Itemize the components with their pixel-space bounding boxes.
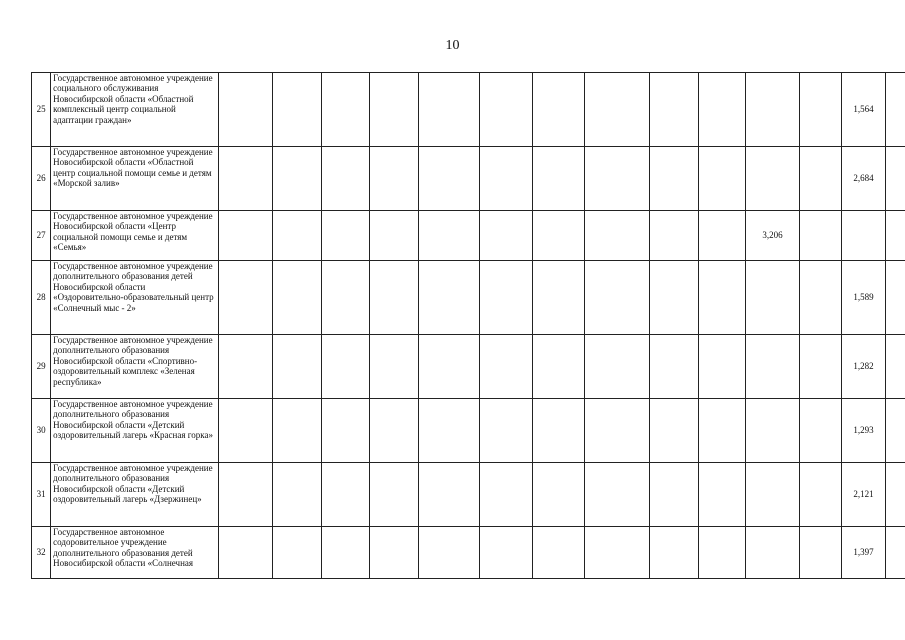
value-cell (418, 211, 479, 261)
value-cell (533, 211, 585, 261)
value-cell: 1,293 (841, 399, 886, 463)
value-cell (322, 335, 370, 399)
value-cell (650, 399, 699, 463)
value-cell (369, 73, 418, 147)
institution-name: Государственное автономное учреждение дополнительного образования Новосибирской области «Детский оздоровительный лагерь «Дзержинец» (51, 463, 218, 527)
value-cell (533, 147, 585, 211)
row-number: 28 (32, 261, 51, 335)
value-cell (273, 399, 322, 463)
value-cell (479, 73, 532, 147)
value-cell (650, 211, 699, 261)
value-cell (698, 463, 745, 527)
institution-name: Государственное автономное учреждение дополнительного образования детей Новосибирской области «Оздоровительно-образовательный центр «Солнечный мыс - 2» (51, 261, 218, 335)
value-cell (841, 211, 886, 261)
value-cell: 1,589 (841, 261, 886, 335)
value-cell (273, 73, 322, 147)
value-cell (585, 73, 650, 147)
value-cell (479, 335, 532, 399)
value-cell (650, 147, 699, 211)
value-cell (745, 527, 799, 579)
value-cell (650, 73, 699, 147)
row-number: 29 (32, 335, 51, 399)
value-cell (273, 211, 322, 261)
value-cell (533, 399, 585, 463)
row-number: 30 (32, 399, 51, 463)
row-number: 31 (32, 463, 51, 527)
value-cell (369, 335, 418, 399)
value-cell (585, 463, 650, 527)
value-cell (650, 335, 699, 399)
value-cell (745, 335, 799, 399)
value-cell (745, 399, 799, 463)
value-cell (585, 261, 650, 335)
value-cell (218, 335, 273, 399)
table-row (32, 261, 905, 335)
value-cell: 1,564 (841, 73, 886, 147)
value-cell (369, 261, 418, 335)
table-row (32, 335, 905, 399)
value-cell (418, 261, 479, 335)
value-cell (218, 399, 273, 463)
value-cell (369, 527, 418, 579)
value-cell (800, 73, 842, 147)
table-row (32, 147, 905, 211)
value-cell (533, 527, 585, 579)
value-cell (886, 147, 905, 211)
row-number: 32 (32, 527, 51, 579)
table-row (32, 527, 905, 579)
row-number: 26 (32, 147, 51, 211)
value-cell (745, 261, 799, 335)
value-cell (886, 463, 905, 527)
institution-name: Государственное автономное учреждение Новосибирской области «Центр социальной помощи семье и детям «Семья» (51, 211, 218, 261)
value-cell (218, 527, 273, 579)
value-cell (650, 261, 699, 335)
row-number: 27 (32, 211, 51, 261)
institution-name: Государственное автономное содоровительное учреждение дополнительного образования детей Новосибирской области «Солнечная (51, 527, 218, 579)
value-cell (369, 399, 418, 463)
value-cell (886, 527, 905, 579)
page-number: 10 (445, 38, 460, 53)
value-cell (479, 463, 532, 527)
value-cell (886, 335, 905, 399)
value-cell (698, 147, 745, 211)
value-cell (800, 399, 842, 463)
value-cell (322, 527, 370, 579)
value-cell (745, 463, 799, 527)
value-cell: 2,121 (841, 463, 886, 527)
value-cell (479, 147, 532, 211)
value-cell (533, 463, 585, 527)
value-cell (273, 527, 322, 579)
value-cell (273, 335, 322, 399)
value-cell (479, 527, 532, 579)
value-cell (800, 335, 842, 399)
value-cell (585, 211, 650, 261)
value-cell (479, 399, 532, 463)
value-cell (322, 147, 370, 211)
value-cell (418, 399, 479, 463)
value-cell (322, 261, 370, 335)
value-cell (886, 261, 905, 335)
value-cell (800, 261, 842, 335)
value-cell (322, 463, 370, 527)
value-cell (698, 73, 745, 147)
value-cell (369, 147, 418, 211)
value-cell (585, 527, 650, 579)
value-cell (585, 399, 650, 463)
value-cell (698, 335, 745, 399)
value-cell (698, 399, 745, 463)
value-cell (322, 399, 370, 463)
value-cell (418, 73, 479, 147)
table-row (32, 399, 905, 463)
value-cell (533, 73, 585, 147)
value-cell (698, 211, 745, 261)
value-cell (585, 335, 650, 399)
value-cell (800, 527, 842, 579)
value-cell (418, 335, 479, 399)
value-cell (369, 463, 418, 527)
value-cell (218, 261, 273, 335)
value-cell (698, 261, 745, 335)
value-cell (745, 73, 799, 147)
value-cell (886, 211, 905, 261)
value-cell (322, 211, 370, 261)
value-cell (698, 527, 745, 579)
value-cell: 2,684 (841, 147, 886, 211)
value-cell (533, 261, 585, 335)
value-cell (585, 147, 650, 211)
value-cell (218, 211, 273, 261)
value-cell (218, 73, 273, 147)
value-cell (650, 463, 699, 527)
value-cell (273, 261, 322, 335)
value-cell (650, 527, 699, 579)
value-cell (533, 335, 585, 399)
value-cell (418, 463, 479, 527)
value-cell (218, 463, 273, 527)
value-cell (273, 463, 322, 527)
value-cell (800, 147, 842, 211)
table-row (32, 73, 905, 147)
institution-name: Государственное автономное учреждение Новосибирской области «Областной центр социальной помощи семье и детям «Морской залив» (51, 147, 218, 211)
value-cell (800, 211, 842, 261)
value-cell (479, 261, 532, 335)
value-cell (745, 147, 799, 211)
institutions-table (31, 72, 905, 579)
row-number: 25 (32, 73, 51, 147)
value-cell (886, 399, 905, 463)
value-cell: 1,282 (841, 335, 886, 399)
table-row (32, 463, 905, 527)
value-cell: 1,397 (841, 527, 886, 579)
institution-name: Государственное автономное учреждение дополнительного образования Новосибирской области «Спортивно-оздоровительный комплекс «Зеленая республика» (51, 335, 218, 399)
table-row (32, 211, 905, 261)
value-cell (418, 147, 479, 211)
institution-name: Государственное автономное учреждение дополнительного образования Новосибирской области «Детский оздоровительный лагерь «Красная горка» (51, 399, 218, 463)
value-cell (273, 147, 322, 211)
value-cell (800, 463, 842, 527)
value-cell (418, 527, 479, 579)
value-cell (322, 73, 370, 147)
value-cell (369, 211, 418, 261)
value-cell (218, 147, 273, 211)
value-cell: 3,206 (745, 211, 799, 261)
value-cell (886, 73, 905, 147)
institution-name: Государственное автономное учреждение социального обслуживания Новосибирской области «Областной комплексный центр социальной адаптации граждан» (51, 73, 218, 147)
value-cell (479, 211, 532, 261)
